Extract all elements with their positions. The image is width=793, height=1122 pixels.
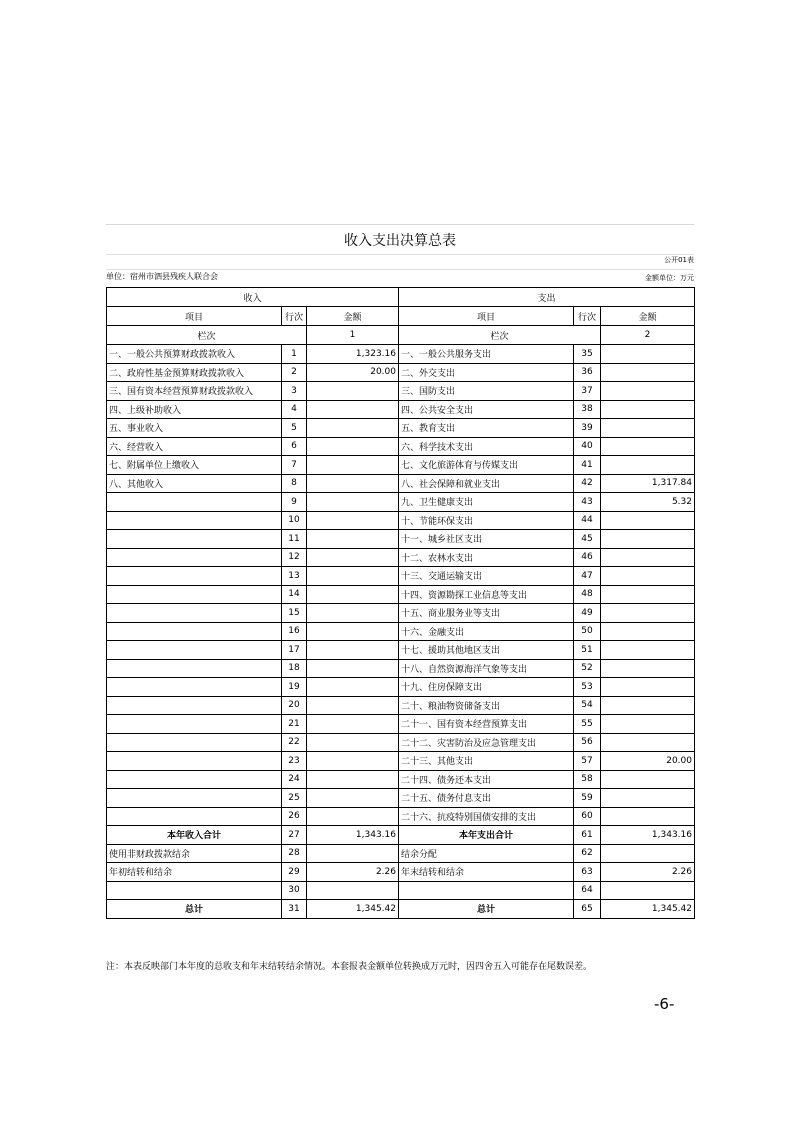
income-item (107, 696, 282, 715)
table-row (107, 789, 695, 808)
income-amount (307, 770, 399, 789)
income-amount (307, 456, 399, 475)
expense-item: 二十二、灾害防治及应急管理支出 (399, 733, 574, 752)
income-amount (307, 752, 399, 771)
income-row-number: 12 (282, 548, 307, 567)
income-col-number: 1 (307, 326, 399, 345)
income-row-number: 7 (282, 456, 307, 475)
expense-row-number: 46 (574, 548, 601, 567)
table-row (107, 715, 695, 734)
income-item: 使用非财政拨款结余 (107, 844, 282, 863)
income-item-header: 项目 (107, 307, 282, 326)
money-unit-label: 金额单位：万元 (645, 274, 694, 282)
income-row-number: 31 (282, 900, 307, 919)
expense-row-number: 53 (574, 678, 601, 697)
expense-amount (601, 530, 695, 549)
expense-amount (601, 641, 695, 660)
income-row-number: 4 (282, 400, 307, 419)
income-item (107, 604, 282, 623)
expense-amount (601, 511, 695, 530)
expense-amount (601, 604, 695, 623)
expense-item: 十八、自然资源海洋气象等支出 (399, 659, 574, 678)
expense-item: 十七、援助其他地区支出 (399, 641, 574, 660)
income-header: 收入 (107, 288, 399, 307)
income-row-number: 27 (282, 826, 307, 845)
table-row (107, 678, 695, 697)
income-item (107, 530, 282, 549)
income-amount (307, 530, 399, 549)
expense-item-header: 项目 (399, 307, 574, 326)
income-amount (307, 696, 399, 715)
income-row-number: 22 (282, 733, 307, 752)
table-row (107, 881, 695, 900)
expense-row-number: 55 (574, 715, 601, 734)
expense-row-number: 60 (574, 807, 601, 826)
expense-item: 六、科学技术支出 (399, 437, 574, 456)
income-row-number: 25 (282, 789, 307, 808)
table-row (107, 863, 695, 882)
expense-amount (601, 382, 695, 401)
income-item (107, 567, 282, 586)
expense-row-number: 58 (574, 770, 601, 789)
expense-header: 支出 (399, 288, 695, 307)
income-item: 五、事业收入 (107, 419, 282, 438)
income-amount (307, 437, 399, 456)
expense-amount: 1,345.42 (601, 900, 695, 919)
income-row-number: 28 (282, 844, 307, 863)
table-row (107, 844, 695, 863)
expense-item (399, 881, 574, 900)
table-row (107, 641, 695, 660)
income-row-number: 10 (282, 511, 307, 530)
table-row (107, 752, 695, 771)
expense-rowno-header: 行次 (574, 307, 601, 326)
expense-item: 五、教育支出 (399, 419, 574, 438)
income-amount: 1,345.42 (307, 900, 399, 919)
income-row-number: 8 (282, 474, 307, 493)
income-row-number: 30 (282, 881, 307, 900)
income-item (107, 770, 282, 789)
income-amount (307, 585, 399, 604)
income-item (107, 548, 282, 567)
expense-amount (601, 770, 695, 789)
income-row-number: 13 (282, 567, 307, 586)
page-number: -6- (654, 995, 675, 1013)
income-amount (307, 622, 399, 641)
expense-item: 十一、城乡社区支出 (399, 530, 574, 549)
table-row (107, 419, 695, 438)
expense-item: 总计 (399, 900, 574, 919)
expense-item: 十四、资源勘探工业信息等支出 (399, 585, 574, 604)
income-row-number: 5 (282, 419, 307, 438)
column-label-row (107, 326, 695, 345)
table-row (107, 456, 695, 475)
income-row-number: 23 (282, 752, 307, 771)
table-row (107, 567, 695, 586)
expense-row-number: 45 (574, 530, 601, 549)
expense-amount (601, 844, 695, 863)
income-expense-table (106, 287, 695, 919)
table-row (107, 696, 695, 715)
expense-row-number: 37 (574, 382, 601, 401)
income-amount (307, 678, 399, 697)
expense-row-number: 44 (574, 511, 601, 530)
income-amount (307, 641, 399, 660)
income-item (107, 493, 282, 512)
unit-label: 单位：宿州市泗县残疾人联合会 (106, 272, 218, 281)
expense-amount (601, 881, 695, 900)
table-row (107, 548, 695, 567)
expense-item: 九、卫生健康支出 (399, 493, 574, 512)
income-item (107, 733, 282, 752)
expense-item: 七、文化旅游体育与传媒支出 (399, 456, 574, 475)
expense-row-number: 49 (574, 604, 601, 623)
income-item: 总计 (107, 900, 282, 919)
expense-item: 八、社会保障和就业支出 (399, 474, 574, 493)
income-amount (307, 474, 399, 493)
expense-item: 四、公共安全支出 (399, 400, 574, 419)
expense-row-number: 39 (574, 419, 601, 438)
expense-amount (601, 659, 695, 678)
expense-amount (601, 715, 695, 734)
table-row (107, 437, 695, 456)
income-item (107, 641, 282, 660)
table-row (107, 493, 695, 512)
income-item: 七、附属单位上缴收入 (107, 456, 282, 475)
expense-row-number: 57 (574, 752, 601, 771)
table-row (107, 474, 695, 493)
expense-amount (601, 548, 695, 567)
expense-item: 二、外交支出 (399, 363, 574, 382)
income-rowno-header: 行次 (282, 307, 307, 326)
income-amount (307, 807, 399, 826)
expense-row-number: 42 (574, 474, 601, 493)
expense-amount: 1,317.84 (601, 474, 695, 493)
expense-amount (601, 678, 695, 697)
expense-amount (601, 789, 695, 808)
expense-amount: 2.26 (601, 863, 695, 882)
expense-row-number: 35 (574, 345, 601, 364)
expense-item: 十五、商业服务业等支出 (399, 604, 574, 623)
income-row-number: 26 (282, 807, 307, 826)
expense-amount (601, 345, 695, 364)
expense-item: 本年支出合计 (399, 826, 574, 845)
expense-amount (601, 696, 695, 715)
income-item (107, 752, 282, 771)
expense-amount (601, 419, 695, 438)
expense-row-number: 40 (574, 437, 601, 456)
income-amount: 2.26 (307, 863, 399, 882)
income-item (107, 622, 282, 641)
table-row (107, 511, 695, 530)
section-header-row (107, 288, 695, 307)
income-item (107, 789, 282, 808)
income-col-label: 栏次 (107, 326, 307, 345)
income-row-number: 9 (282, 493, 307, 512)
table-row (107, 807, 695, 826)
expense-row-number: 54 (574, 696, 601, 715)
separator-line (106, 269, 694, 270)
table-row (107, 400, 695, 419)
expense-item: 十、节能环保支出 (399, 511, 574, 530)
table-row (107, 382, 695, 401)
expense-item: 二十、粮油物资储备支出 (399, 696, 574, 715)
income-amount (307, 733, 399, 752)
expense-amount (601, 622, 695, 641)
income-item: 八、其他收入 (107, 474, 282, 493)
income-amount (307, 715, 399, 734)
footnote: 注：本表反映部门本年度的总收支和年末结转结余情况。本套报表金额单位转换成万元时，因四舍五入可能存在尾数误差。 (106, 962, 593, 972)
income-amount (307, 419, 399, 438)
table-row (107, 345, 695, 364)
income-row-number: 18 (282, 659, 307, 678)
expense-item: 十九、住房保障支出 (399, 678, 574, 697)
expense-row-number: 48 (574, 585, 601, 604)
expense-amount: 20.00 (601, 752, 695, 771)
income-row-number: 19 (282, 678, 307, 697)
expense-row-number: 36 (574, 363, 601, 382)
expense-amount (601, 807, 695, 826)
income-amount (307, 789, 399, 808)
expense-amount (601, 585, 695, 604)
income-amount (307, 604, 399, 623)
income-item: 年初结转和结余 (107, 863, 282, 882)
expense-row-number: 62 (574, 844, 601, 863)
expense-amount (601, 733, 695, 752)
expense-amount (601, 400, 695, 419)
income-row-number: 14 (282, 585, 307, 604)
expense-row-number: 47 (574, 567, 601, 586)
income-item (107, 715, 282, 734)
income-item (107, 585, 282, 604)
table-row (107, 363, 695, 382)
expense-row-number: 51 (574, 641, 601, 660)
separator-line (106, 254, 694, 255)
income-row-number: 1 (282, 345, 307, 364)
income-row-number: 21 (282, 715, 307, 734)
expense-row-number: 64 (574, 881, 601, 900)
expense-row-number: 50 (574, 622, 601, 641)
income-item: 本年收入合计 (107, 826, 282, 845)
income-amount (307, 881, 399, 900)
income-item: 二、政府性基金预算财政拨款收入 (107, 363, 282, 382)
expense-row-number: 65 (574, 900, 601, 919)
income-amount: 1,343.16 (307, 826, 399, 845)
expense-item: 一、一般公共服务支出 (399, 345, 574, 364)
form-number: 公开01表 (664, 256, 694, 264)
expense-row-number: 63 (574, 863, 601, 882)
table-row (107, 733, 695, 752)
expense-amount (601, 363, 695, 382)
expense-amount (601, 567, 695, 586)
income-amount (307, 493, 399, 512)
income-row-number: 24 (282, 770, 307, 789)
column-header-row (107, 307, 695, 326)
expense-item: 结余分配 (399, 844, 574, 863)
expense-amount: 5.32 (601, 493, 695, 512)
expense-col-number: 2 (601, 326, 695, 345)
income-item (107, 807, 282, 826)
expense-item: 二十四、债务还本支出 (399, 770, 574, 789)
expense-row-number: 56 (574, 733, 601, 752)
income-amount (307, 400, 399, 419)
expense-item: 十六、金融支出 (399, 622, 574, 641)
report-title: 收入支出决算总表 (106, 224, 694, 254)
income-item: 六、经营收入 (107, 437, 282, 456)
income-row-number: 29 (282, 863, 307, 882)
income-amount-header: 金额 (307, 307, 399, 326)
income-item (107, 881, 282, 900)
expense-item: 年末结转和结余 (399, 863, 574, 882)
expense-item: 三、国防支出 (399, 382, 574, 401)
income-amount: 20.00 (307, 363, 399, 382)
income-row-number: 2 (282, 363, 307, 382)
table-row (107, 900, 695, 919)
table-row (107, 770, 695, 789)
income-row-number: 11 (282, 530, 307, 549)
expense-row-number: 61 (574, 826, 601, 845)
income-item (107, 678, 282, 697)
expense-item: 二十一、国有资本经营预算支出 (399, 715, 574, 734)
expense-item: 二十三、其他支出 (399, 752, 574, 771)
income-row-number: 15 (282, 604, 307, 623)
expense-row-number: 52 (574, 659, 601, 678)
expense-item: 十二、农林水支出 (399, 548, 574, 567)
table-row (107, 530, 695, 549)
table-row (107, 604, 695, 623)
table-row (107, 585, 695, 604)
income-row-number: 6 (282, 437, 307, 456)
income-amount (307, 548, 399, 567)
table-row (107, 826, 695, 845)
expense-amount: 1,343.16 (601, 826, 695, 845)
income-row-number: 3 (282, 382, 307, 401)
expense-row-number: 43 (574, 493, 601, 512)
table-row (107, 659, 695, 678)
expense-amount-header: 金额 (601, 307, 695, 326)
income-amount (307, 511, 399, 530)
table-row (107, 622, 695, 641)
income-amount (307, 844, 399, 863)
income-item: 三、国有资本经营预算财政拨款收入 (107, 382, 282, 401)
income-amount (307, 567, 399, 586)
expense-amount (601, 456, 695, 475)
income-row-number: 20 (282, 696, 307, 715)
income-amount: 1,323.16 (307, 345, 399, 364)
income-amount (307, 382, 399, 401)
income-item (107, 659, 282, 678)
expense-item: 二十五、债务付息支出 (399, 789, 574, 808)
income-amount (307, 659, 399, 678)
expense-row-number: 41 (574, 456, 601, 475)
expense-amount (601, 437, 695, 456)
income-row-number: 16 (282, 622, 307, 641)
expense-item: 十三、交通运输支出 (399, 567, 574, 586)
income-item (107, 511, 282, 530)
income-item: 四、上级补助收入 (107, 400, 282, 419)
income-item: 一、一般公共预算财政拨款收入 (107, 345, 282, 364)
expense-item: 二十六、抗疫特别国债安排的支出 (399, 807, 574, 826)
expense-row-number: 38 (574, 400, 601, 419)
expense-row-number: 59 (574, 789, 601, 808)
income-row-number: 17 (282, 641, 307, 660)
expense-col-label: 栏次 (399, 326, 601, 345)
